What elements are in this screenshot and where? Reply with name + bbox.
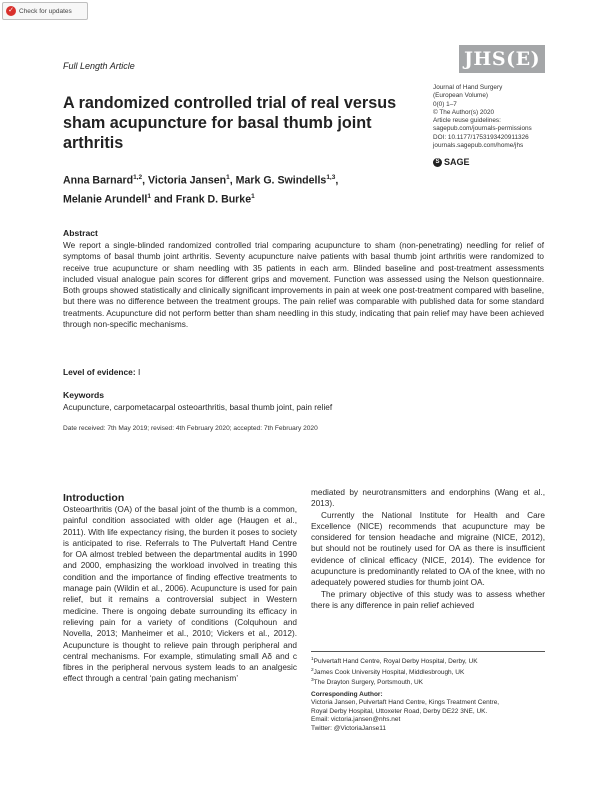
author-affiliation: 1: [147, 192, 151, 200]
corresponding-author-twitter[interactable]: Twitter: @VictoriaJanse11: [311, 724, 387, 732]
body-paragraph: mediated by neurotransmitters and endorphins (Wang et al., 2013).: [311, 488, 545, 509]
author-affiliation: 1: [226, 174, 230, 181]
affiliation-text: The Drayton Surgery, Portsmouth, UK: [313, 679, 424, 687]
corresponding-author-line: Royal Derby Hospital, Uttoxeter Road, Derby DE22 3NE, UK.: [311, 707, 488, 715]
journal-info-line: © The Author(s) 2020: [433, 108, 495, 116]
journal-info-link[interactable]: sagepub.com/journals-permissions: [433, 125, 532, 133]
author-separator: ,: [142, 174, 148, 187]
author-name: Victoria Jansen: [148, 174, 227, 187]
article-title: A randomized controlled trial of real versus sham acupuncture for basal thumb joint arthritis: [63, 94, 397, 152]
footnote-divider: [311, 651, 545, 652]
author-separator: and: [151, 193, 176, 206]
author-name: Melanie Arundell: [63, 193, 148, 206]
author-name: Mark G. Swindells: [235, 174, 327, 187]
abstract-heading: Abstract: [63, 228, 98, 238]
affiliation-footnote: [311, 677, 545, 688]
body-paragraph: Osteoarthritis (OA) of the basal joint of the thumb is a common, painful condition associated with older age (Haugen et al., 2011). With life expectancy rising, the burden it poses to society is anticipated to rise. Referrals to The Pulvertaft Hand Centre for OA almost trebled between the departmental audits in 1990 and 2000, emphasizing the workload involved in treating this condition and the importance of finding effective treatments to manage pain (Wildin et al., 2006). Acupuncture is used for pain relief, but it remains a controversial subject in Western medicine. There is ongoing debate surrounding its efficacy in relieving pain for a variety of conditions (Colquhoun and Novella, 2013; Manheimer et al., 2010; Vickers et al., 2012). Acupuncture is thought to relieve pain through peripheral and central mechanisms. For example, stimulating small Aδ and c fibres in the peripheral nervous system leads to an analgesic effect through a central ‘pain gating mechanism’: [63, 505, 297, 684]
author-separator: ,: [335, 174, 339, 187]
author-affiliation: 1,3: [326, 174, 336, 181]
sage-logo: [433, 157, 470, 167]
body-paragraph: The primary objective of this study was to assess whether there is any difference in pain relief achieved: [311, 589, 545, 610]
affiliation-number: 3: [311, 678, 314, 684]
body-column-right: [311, 487, 545, 611]
corresponding-author-line: Victoria Jansen, Pulvertaft Hand Centre, Kings Treatment Centre,: [311, 699, 500, 707]
author-affiliation: 1: [251, 192, 255, 200]
check-for-updates-badge[interactable]: [2, 2, 88, 20]
sage-icon: S: [433, 158, 442, 167]
corresponding-author-email[interactable]: Email: victoria.jansen@nhs.net: [311, 716, 401, 724]
keywords-text: Acupuncture, carpometacarpal osteoarthritis, basal thumb joint, pain relief: [63, 403, 333, 412]
introduction-heading: Introduction: [63, 492, 125, 504]
check-for-updates-label: Check for updates: [19, 7, 72, 15]
article-type: Full Length Article: [63, 61, 135, 71]
author-name: Frank D. Burke: [175, 193, 252, 206]
journal-info-line: (European Volume): [433, 92, 489, 100]
check-icon: ✓: [6, 6, 16, 16]
level-of-evidence-label: Level of evidence:: [63, 367, 136, 377]
affiliation-footnote: [311, 656, 545, 667]
keywords-heading: Keywords: [63, 390, 105, 400]
journal-info-line: 0(0) 1–7: [433, 100, 457, 108]
level-of-evidence-value: I: [137, 367, 141, 377]
author-list: [63, 170, 413, 207]
level-of-evidence: [63, 367, 140, 377]
author-separator: ,: [229, 174, 236, 187]
author-affiliation: 1,2: [133, 174, 143, 181]
article-dates: Date received: 7th May 2019; revised: 4th February 2020; accepted: 7th February 2020: [63, 425, 318, 432]
affiliation-footnote: [311, 667, 545, 678]
affiliation-text: Pulvertaft Hand Centre, Royal Derby Hospital, Derby, UK: [313, 658, 478, 666]
author-name: Anna Barnard: [63, 174, 134, 187]
affiliation-number: 2: [311, 667, 314, 673]
journal-info-link[interactable]: journals.sagepub.com/home/jhs: [433, 142, 524, 150]
affiliation-number: 1: [311, 657, 314, 662]
body-paragraph: Currently the National Institute for Health and Care Excellence (NICE) recommends that acupuncture may be considered for tension headache and migraine (NICE, 2012), but should not be routinely used for OA as there is insufficient evidence of clinical efficacy (NICE, 2014). The evidence for acupuncture is predominantly related to OA of the knee, with no adequately powered studies for thumb joint OA.: [311, 510, 545, 588]
journal-info: [433, 84, 532, 150]
sage-label: SAGE: [444, 157, 470, 167]
footnotes: [311, 656, 545, 733]
journal-info-line: Article reuse guidelines:: [433, 117, 501, 125]
journal-info-doi[interactable]: DOI: 10.1177/1753193420911326: [433, 133, 529, 141]
journal-logo: JHS(E): [459, 45, 545, 73]
body-column-left: [63, 504, 297, 685]
journal-info-line: Journal of Hand Surgery: [433, 84, 503, 91]
affiliation-text: James Cook University Hospital, Middlesbrough, UK: [313, 668, 465, 676]
abstract-text: We report a single-blinded randomized controlled trial comparing acupuncture to sham (non-penetrating) needling for relief of symptoms of basal thumb joint arthritis. Seventy acupuncture naive patients with basal thumb joint arthritis were randomized to receive true acupuncture or sham needling with 35 patients in each arm. Blinded baseline and post-treatment assessments included visual analogue pain scores for different grips and movement. Function was assessed using the Nelson questionnaire. Both groups showed statistically and clinically significant improvements in pain at week one post-treatment compared with baseline, but there was no difference between the treatment groups. The pain relief was comparable with published data for some standard treatments. Acupuncture did not perform better than sham needling in this study, indicating that pain relief may have been achieved through non-specific mechanisms.: [63, 241, 544, 330]
corresponding-author-heading: Corresponding Author:: [311, 690, 383, 698]
